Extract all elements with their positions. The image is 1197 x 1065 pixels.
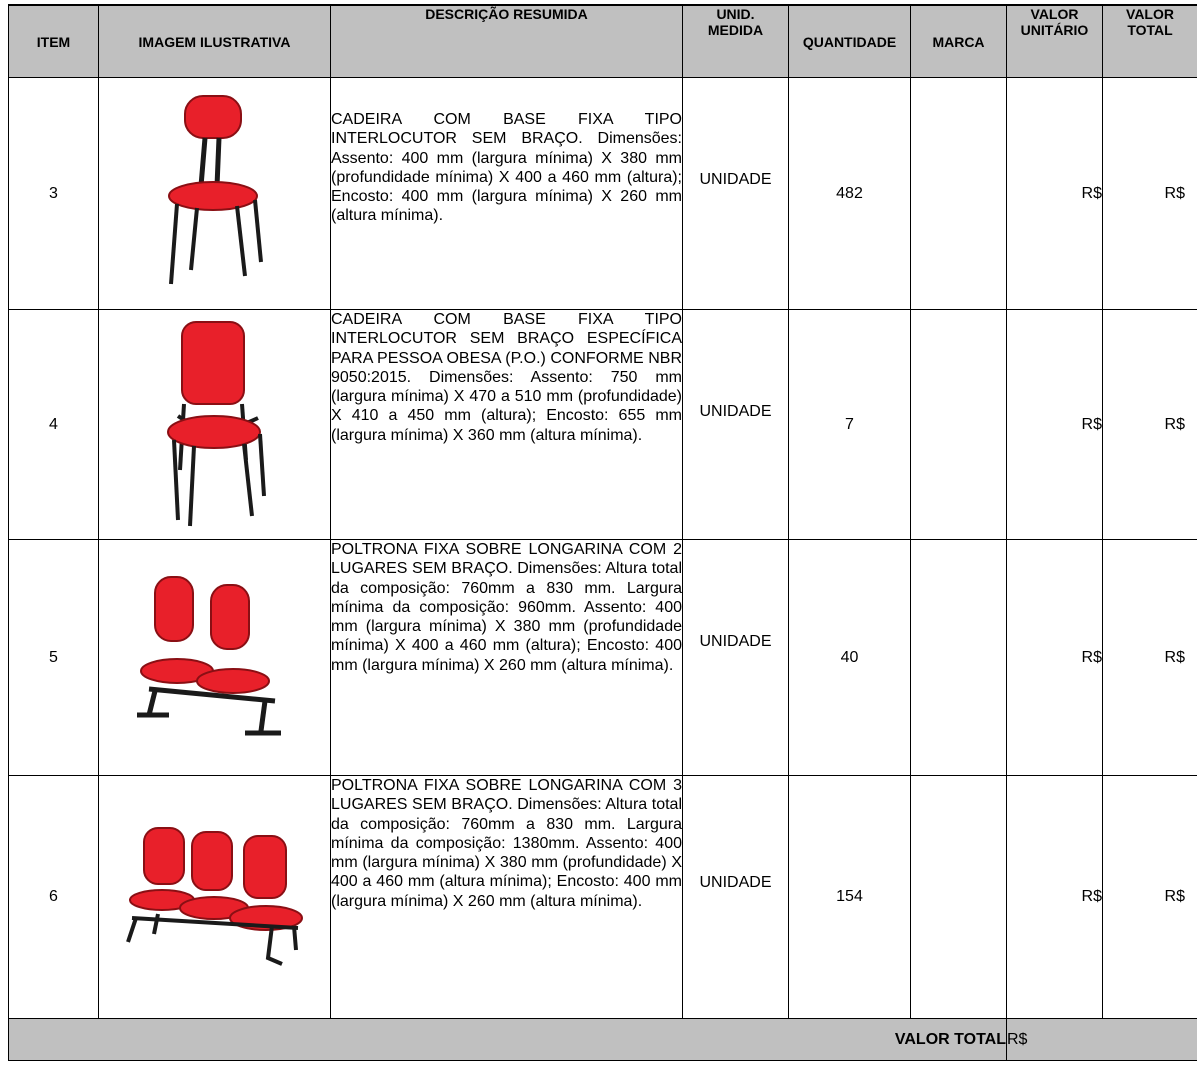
item-quantity: 7: [789, 310, 911, 540]
item-number: 5: [9, 540, 99, 776]
item-valor-unitario: R$: [1007, 310, 1103, 540]
header-valor-total: VALOR TOTAL: [1103, 6, 1197, 78]
item-image: [99, 540, 331, 776]
item-description: CADEIRA COM BASE FIXA TIPO INTERLOCUTOR SEM BRAÇO ESPECÍFICA PARA PESSOA OBESA (P.O.) CONFORME NBR 9050:2015. Dimensões: Assento: 750 mm (largura mínima) X 470 a 510 mm (profundidade) X 410 a 450 mm (altura); Encosto: 655 mm (largura mínima) X 360 mm (altura mínima).: [331, 310, 683, 540]
header-valor-unitario: VALOR UNITÁRIO: [1007, 6, 1103, 78]
item-quantity: 40: [789, 540, 911, 776]
header-item: ITEM: [9, 6, 99, 78]
item-marca: [911, 78, 1007, 310]
three-seat-bench-illustration: [122, 822, 308, 972]
header-marca: MARCA: [911, 6, 1007, 78]
item-unit: UNIDADE: [683, 540, 789, 776]
header-imagem: IMAGEM ILUSTRATIVA: [99, 6, 331, 78]
item-description: CADEIRA COM BASE FIXA TIPO INTERLOCUTOR SEM BRAÇO. Dimensões: Assento: 400 mm (largura mínima) X 380 mm (profundidade mínima) X 400 a 460 mm (altura); Encosto: 400 mm (largura mínima) X 260 mm (altura mínima).: [331, 78, 683, 310]
item-marca: [911, 776, 1007, 1019]
header-quantidade: QUANTIDADE: [789, 6, 911, 78]
item-quantity: 482: [789, 78, 911, 310]
total-row: [9, 1019, 1197, 1061]
item-image: [99, 310, 331, 540]
header-row: [9, 6, 1197, 78]
header-unid-medida: UNID. MEDIDA: [683, 6, 789, 78]
two-seat-bench-illustration: [125, 573, 305, 743]
header-descricao: DESCRIÇÃO RESUMIDA: [331, 6, 683, 78]
item-marca: [911, 540, 1007, 776]
item-valor-total: R$: [1103, 540, 1197, 776]
item-number: 6: [9, 776, 99, 1019]
item-valor-total: R$: [1103, 310, 1197, 540]
item-unit: UNIDADE: [683, 78, 789, 310]
item-image: [99, 78, 331, 310]
table-row: [9, 776, 1197, 1019]
table-row: [9, 540, 1197, 776]
item-description: POLTRONA FIXA SOBRE LONGARINA COM 2 LUGARES SEM BRAÇO. Dimensões: Altura total da composição: 760mm a 830 mm. Largura mínima da composição: 960mm. Assento: 400 mm (largura mínima) X 380 mm (profundidade mínima) X 400 a 460 mm (altura); Encosto: 400 mm (largura mínima) X 260 mm (altura mínima).: [331, 540, 683, 776]
obese-chair-illustration: [160, 320, 270, 530]
item-marca: [911, 310, 1007, 540]
item-unit: UNIDADE: [683, 776, 789, 1019]
table-row: [9, 310, 1197, 540]
item-quantity: 154: [789, 776, 911, 1019]
total-label: VALOR TOTAL: [9, 1019, 1007, 1061]
office-chair-illustration: [165, 94, 265, 294]
item-valor-unitario: R$: [1007, 78, 1103, 310]
item-number: 3: [9, 78, 99, 310]
item-valor-unitario: R$: [1007, 776, 1103, 1019]
total-value: R$: [1007, 1019, 1197, 1061]
item-image: [99, 776, 331, 1019]
item-valor-unitario: R$: [1007, 540, 1103, 776]
price-table: [8, 5, 1197, 1061]
item-number: 4: [9, 310, 99, 540]
item-valor-total: R$: [1103, 78, 1197, 310]
item-unit: UNIDADE: [683, 310, 789, 540]
table-row: [9, 78, 1197, 310]
item-valor-total: R$: [1103, 776, 1197, 1019]
item-description: POLTRONA FIXA SOBRE LONGARINA COM 3 LUGARES SEM BRAÇO. Dimensões: Altura total da composição: 760mm a 830 mm. Largura mínima da composição: 1380mm. Assento: 400 mm (largura mínima) X 380 mm (profundidade) X 400 a 460 mm (altura mínima); Encosto: 400 mm (largura mínima) X 260 mm (altura mínima).: [331, 776, 683, 1019]
